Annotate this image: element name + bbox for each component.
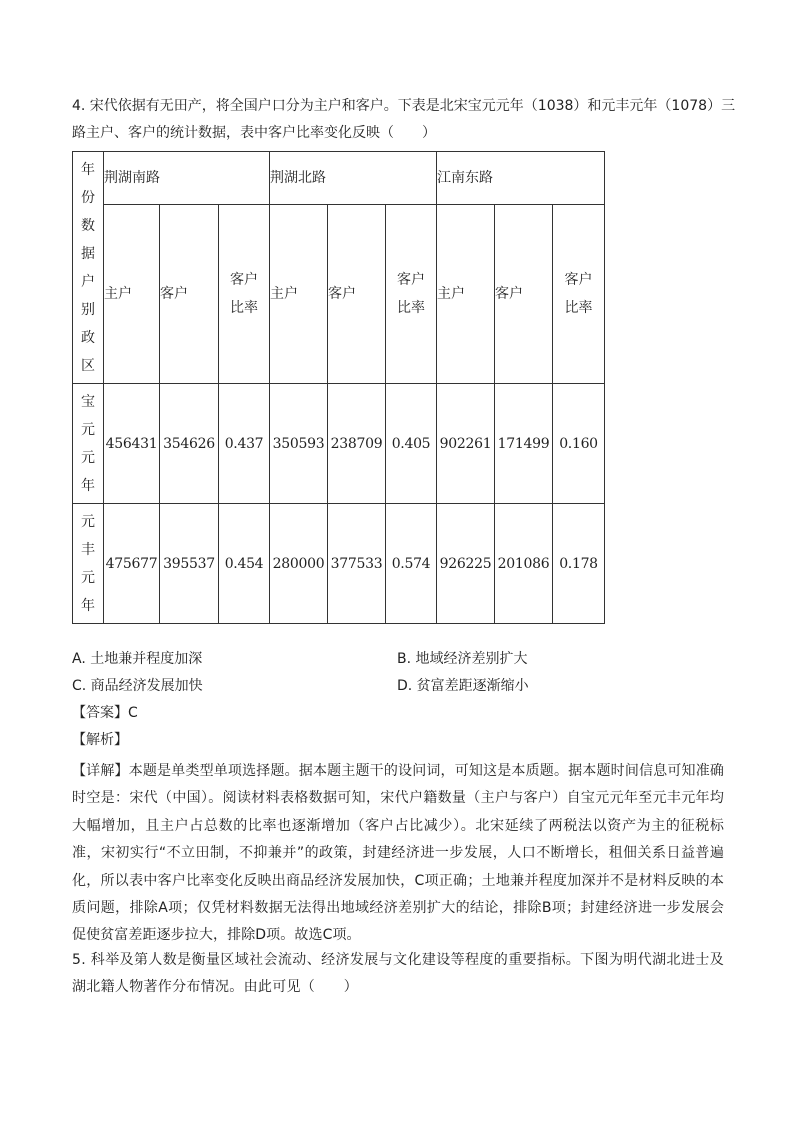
corner-char: 区: [81, 357, 95, 374]
corner-header-cell: [73, 152, 104, 384]
corner-char: 据: [81, 245, 95, 262]
value-cell: 201086: [495, 504, 553, 624]
value-cell: 0.178: [553, 504, 605, 624]
year-char: 年: [81, 477, 95, 494]
corner-char: 别: [81, 301, 95, 318]
guest-ratio-header-line-1: 客户: [397, 272, 425, 288]
region-header-jinghu-south: 荆湖南路: [104, 152, 270, 205]
value-cell: 171499: [495, 384, 553, 504]
year-char: 年: [81, 597, 95, 614]
value-cell: 926225: [437, 504, 495, 624]
value-cell: 350593: [270, 384, 328, 504]
guest-ratio-header: [553, 205, 605, 384]
guest-household-header: 客户: [328, 205, 386, 384]
question-5-stem: 5. 科举及第人数是衡量区域社会流动、经济发展与文化建设等程度的重要指标。下图为明代湖北进士及湖北籍人物著作分布情况。由此可见（ ）: [72, 952, 724, 995]
option-a: A. 土地兼并程度加深: [72, 651, 203, 667]
option-b: B. 地域经济差别扩大: [397, 651, 528, 667]
value-cell: 0.405: [386, 384, 437, 504]
year-cell-baoyuan: [73, 384, 104, 504]
value-cell: 0.160: [553, 384, 605, 504]
corner-char: 年: [81, 161, 95, 178]
region-header-jiangnan-east: 江南东路: [437, 152, 605, 205]
analysis-label: 【解析】: [72, 732, 128, 748]
corner-char: 数: [81, 217, 95, 234]
guest-ratio-header: [219, 205, 270, 384]
value-cell: 902261: [437, 384, 495, 504]
value-cell: 377533: [328, 504, 386, 624]
guest-household-header: 客户: [495, 205, 553, 384]
main-household-header: 主户: [270, 205, 328, 384]
guest-ratio-header-line-1: 客户: [230, 272, 258, 288]
guest-ratio-header-line-1: 客户: [564, 272, 593, 288]
value-cell: 0.454: [219, 504, 270, 624]
value-cell: 456431: [104, 384, 160, 504]
corner-char: 户: [81, 273, 95, 290]
year-char: 元: [81, 569, 95, 586]
year-char: 元: [81, 449, 95, 466]
corner-char: 政: [81, 329, 95, 346]
question-4-stem-line-1: 4. 宋代依据有无田产，将全国户口分为主户和客户。下表是北宋宝元元年（1038）和元丰元年（1078）三: [72, 98, 736, 114]
value-cell: 475677: [104, 504, 160, 624]
guest-household-header: 客户: [160, 205, 219, 384]
main-household-header: 主户: [437, 205, 495, 384]
guest-ratio-header-line-2: 比率: [397, 300, 425, 316]
corner-char: 份: [81, 189, 95, 206]
value-cell: 280000: [270, 504, 328, 624]
year-char: 元: [81, 513, 95, 530]
guest-ratio-header-line-2: 比率: [230, 300, 258, 316]
value-cell: 354626: [160, 384, 219, 504]
table-row-yuanfeng: [73, 504, 605, 624]
value-cell: 238709: [328, 384, 386, 504]
main-household-header: 主户: [104, 205, 160, 384]
year-char: 丰: [81, 541, 95, 558]
region-header-jinghu-north: 荆湖北路: [270, 152, 437, 205]
option-c: C. 商品经济发展加快: [72, 678, 203, 694]
option-d: D. 贫富差距逐渐缩小: [397, 678, 529, 694]
year-char: 宝: [81, 393, 95, 410]
value-cell: 395537: [160, 504, 219, 624]
year-char: 元: [81, 421, 95, 438]
answer-line: 【答案】C: [72, 705, 138, 721]
value-cell: 0.437: [219, 384, 270, 504]
household-statistics-table: [72, 151, 605, 624]
explanation-paragraph: 【详解】本题是单类型单项选择题。据本题主题干的设问词，可知这是本质题。据本题时间信息可知准确时空是：宋代（中国）。阅读材料表格数据可知，宋代户籍数量（主户与客户）自宝元元年至元丰元年均大幅增加，且主户占总数的比率也逐渐增加（客户占比减少）。北宋延续了两税法以资产为主的征税标准，宋初实行“不立田制，不抑兼并”的政策，封建经济进一步发展，人口不断增长，租佃关系日益普遍化，所以表中客户比率变化反映出商品经济发展加快，C项正确；土地兼并程度加深并不是材料反映的本质问题，排除A项；仅凭材料数据无法得出地域经济差别扩大的结论，排除B项；封建经济进一步发展会促使贫富差距逐步拉大，排除D项。故选C项。: [72, 763, 724, 944]
value-cell: 0.574: [386, 504, 437, 624]
question-4-stem-line-2: 路主户、客户的统计数据，表中客户比率变化反映（ ）: [72, 125, 436, 141]
year-cell-yuanfeng: [73, 504, 104, 624]
guest-ratio-header: [386, 205, 437, 384]
guest-ratio-header-line-2: 比率: [564, 300, 593, 316]
table-row-baoyuan: [73, 384, 605, 504]
